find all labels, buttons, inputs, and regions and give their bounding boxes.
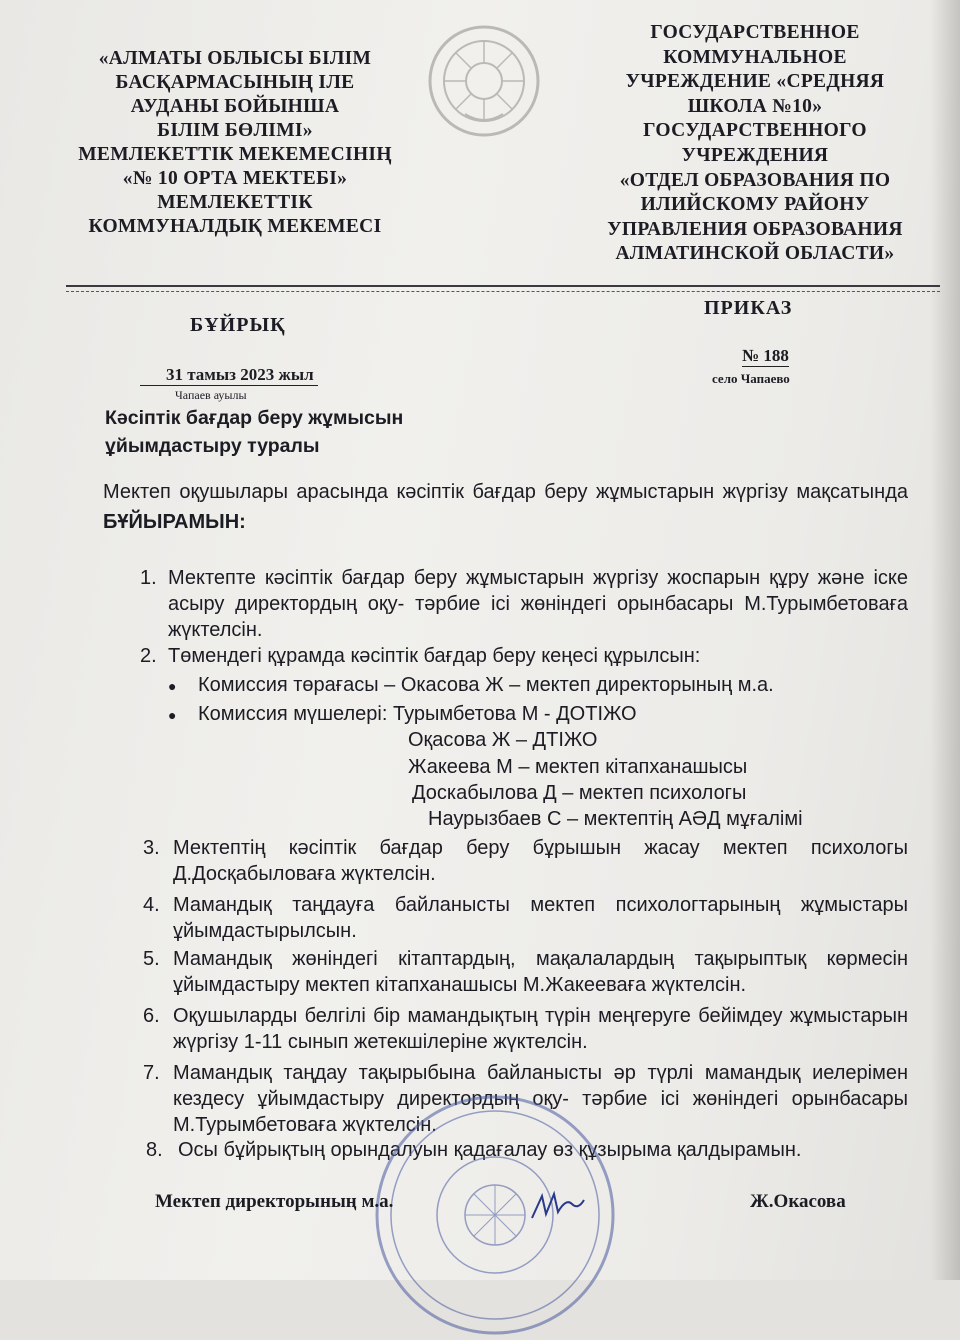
header-left-line: АУДАНЫ БОЙЫНША (130, 96, 340, 117)
place-ru: село Чапаево (712, 371, 790, 386)
header-left-kz (55, 47, 415, 239)
intro-emphasis: БҰЙЫРАМЫН: (103, 511, 246, 533)
item-number: 8. (146, 1139, 163, 1161)
commission-member: Оқасова Ж – ДТІЖО (408, 729, 598, 751)
header-left-line: БІЛІМ БӨЛІМІ» (157, 120, 313, 141)
item-number: 6. (143, 1005, 160, 1027)
item-number: 7. (143, 1062, 160, 1084)
header-divider (66, 285, 940, 287)
header-left-line: МЕМЛЕКЕТТІК (157, 192, 313, 213)
item-text: Мамандық таңдауға байланысты мектеп психологтарының жұмыстары ұйымдастырылсын. (173, 894, 908, 942)
header-right-line: КОММУНАЛЬНОЕ (663, 46, 847, 68)
item-text: Мамандық жөніндегі кітаптардың, мақалалардың тақырыптық көрмесін ұйымдастыру мектеп кітапханашысы М.Жакееваға жүктелсін. (173, 948, 908, 996)
header-right-line: «ОТДЕЛ ОБРАЗОВАНИЯ ПО (619, 169, 891, 191)
item-text: Мектепте кәсіптік бағдар беру жұмыстарын жүргізу жоспарын құру және іске асыру директордың оқу- тәрбие ісі жөніндегі орынбасары М.Турымбетоваға жүктелсін. (168, 567, 908, 641)
item-text: Мектептің кәсіптік бағдар беру бұрышын жасау мектеп психологы Д.Досқабыловаға жүктелсін. (173, 837, 908, 885)
subject-line: Кәсіптік бағдар беру жұмысын (105, 407, 404, 429)
item-number: 3. (143, 837, 160, 859)
header-left-line: КОММУНАЛДЫҚ МЕКЕМЕСІ (88, 216, 382, 237)
order-subject (105, 404, 403, 460)
header-right-line: ГОСУДАРСТВЕННОГО (643, 120, 867, 142)
header-right-line: АЛМАТИНСКОЙ ОБЛАСТИ» (615, 243, 895, 265)
bullet-icon: ● (168, 707, 177, 723)
order-title-ru: ПРИКАЗ (704, 297, 793, 319)
item-text: Осы бұйрықтың орындалуын қадағалау өз құзырыма қалдырамын. (178, 1139, 802, 1161)
signer-name: Ж.Окасова (750, 1191, 846, 1212)
item-text: Төмендегі құрамда кәсіптік бағдар беру кеңесі құрылсын: (168, 645, 701, 667)
header-divider-dashed (66, 291, 940, 292)
item-number: 4. (143, 894, 160, 916)
header-right-line: УЧРЕЖДЕНИЯ (681, 144, 829, 166)
header-right-line: ИЛИЙСКОМУ РАЙОНУ (640, 194, 870, 216)
header-left-line: БАСҚАРМАСЫНЫҢ ІЛЕ (115, 72, 355, 93)
order-date: 31 тамыз 2023 жыл (140, 365, 318, 386)
intro-paragraph (103, 477, 908, 537)
subject-line: ұйымдастыру туралы (105, 435, 320, 457)
header-right-ru (585, 21, 925, 267)
commission-member: Наурызбаев С – мектептің АӘД мұғалімі (428, 808, 803, 830)
header-left-line: МЕМЛЕКЕТТІК МЕКЕМЕСІНІҢ (78, 144, 392, 165)
item-text: Мамандық таңдау тақырыбына байланысты әр түрлі мамандық иелерімен кездесу ұйымдастыру директордың оқу- тәрбие ісі жөніндегі орынбасары М.Турымбетоваға жүктелсін. (173, 1062, 908, 1136)
page-shadow (930, 0, 960, 1280)
header-right-line: УЧРЕЖДЕНИЕ «СРЕДНЯЯ (625, 71, 885, 93)
bullet-icon: ● (168, 678, 177, 694)
intro-text: Мектеп оқушылары арасында кәсіптік бағдар беру жұмыстарын жүргізу мақсатында (103, 481, 908, 503)
commission-member: Доскабылова Д – мектеп психологы (412, 782, 747, 804)
item-number: 2. (140, 645, 157, 667)
header-left-line: «АЛМАТЫ ОБЛЫСЫ БІЛІМ (98, 48, 372, 69)
item-text: Оқушыларды белгілі бір мамандықтың түрін меңгеруге бейімдеу жұмыстарын жүргізу 1-11 сынып жетекшілеріне жүктелсін. (173, 1005, 908, 1053)
commission-chair: Комиссия төрағасы – Окасова Ж – мектеп директорының м.а. (198, 674, 774, 696)
header-left-line: «№ 10 ОРТА МЕКТЕБІ» (122, 168, 348, 189)
state-emblem-icon (425, 22, 543, 140)
header-right-line: ШКОЛА №10» (687, 95, 823, 117)
item-number: 1. (140, 567, 157, 589)
place-kz: Чапаев ауылы (175, 388, 247, 402)
signer-position: Мектеп директорының м.а. (155, 1191, 394, 1212)
handwritten-signature (528, 1188, 588, 1228)
header-right-line: ГОСУДАРСТВЕННОЕ (650, 22, 860, 43)
header-right-line: УПРАВЛЕНИЯ ОБРАЗОВАНИЯ (607, 218, 903, 240)
order-title-kz: БҰЙРЫҚ (190, 314, 286, 336)
order-number: № 188 (742, 346, 789, 365)
commission-member: Жакеева М – мектеп кітапханашысы (408, 756, 748, 778)
item-number: 5. (143, 948, 160, 970)
commission-members-label: Комиссия мүшелері: Турымбетова М - ДОТІЖО (198, 703, 637, 725)
